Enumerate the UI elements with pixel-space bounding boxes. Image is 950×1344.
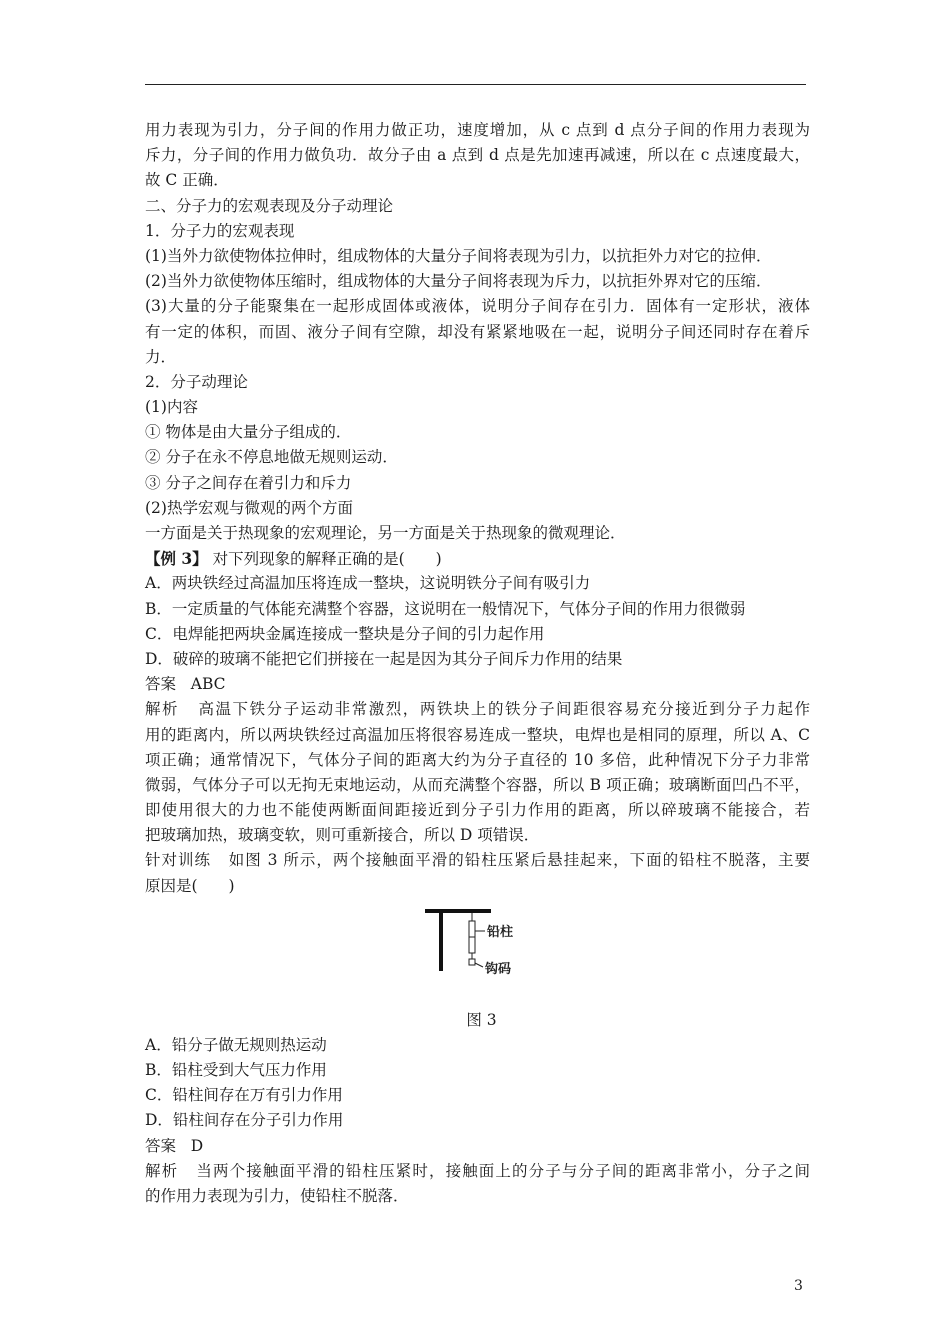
list-item: ① 物体是由大量分子组成的． bbox=[145, 423, 352, 442]
analysis-line: 的作用力表现为引力，使铅柱不脱落． bbox=[145, 1186, 409, 1205]
figure-lead-cylinders bbox=[145, 901, 810, 1007]
label-weight: 钩码 bbox=[485, 961, 512, 977]
training-question: 原因是( ) bbox=[145, 876, 235, 895]
support-beam bbox=[425, 909, 491, 913]
training-question bbox=[145, 848, 810, 873]
paragraph-line: 斥力，分子间的作用力做负功．故分子由 a 点到 d 点是先加速再减速，所以在 c 点速度最大， bbox=[145, 146, 810, 165]
option-a: A．铅分子做无规则热运动 bbox=[145, 1035, 327, 1054]
analysis-text: 当两个接触面平滑的铅柱压紧时，接触面上的分子与分子间的距离非常小，分子之间 bbox=[196, 1161, 810, 1180]
section-heading: 二、分子力的宏观表现及分子动理论 bbox=[145, 196, 394, 215]
list-item: (1)当外力欲使物体拉伸时，组成物体的大量分子间将表现为引力，以抗拒外力对它的拉伸． bbox=[145, 246, 772, 265]
analysis-line: 用的距离内，所以两块铁经过高温加压将很容易连成一整块，电焊也是相同的原理，所以 A、C bbox=[145, 725, 810, 744]
analysis-text: 高温下铁分子运动非常激烈，两铁块上的铁分子间距很容易充分接近到分子力起作 bbox=[198, 700, 810, 719]
figure-caption: 图 3 bbox=[466, 1010, 497, 1029]
example-question bbox=[145, 546, 810, 571]
answer-label: 答案 bbox=[145, 675, 177, 694]
example-tag: 【例 3】 bbox=[145, 549, 208, 569]
list-heading: (2)热学宏观与微观的两个方面 bbox=[145, 498, 353, 517]
lead-cylinder-upper bbox=[469, 921, 475, 937]
list-item: 有一定的体积，而固、液分子间有空隙，却没有紧紧地吸在一起，说明分子间还同时存在着斥 bbox=[145, 322, 810, 341]
list-heading: (1)内容 bbox=[145, 398, 198, 417]
answer-label: 答案 bbox=[145, 1136, 177, 1155]
answer-value: ABC bbox=[190, 675, 226, 694]
option-b: B．一定质量的气体能充满整个容器，这说明在一般情况下，气体分子间的作用力很微弱 bbox=[145, 599, 746, 618]
analysis-label: 解析 bbox=[145, 1161, 179, 1180]
list-item: ③ 分子之间存在着引力和斥力 bbox=[145, 473, 352, 492]
answer-line bbox=[145, 672, 810, 697]
list-item: ② 分子在永不停息地做无规则运动． bbox=[145, 448, 398, 467]
question-text: 对下列现象的解释正确的是( ) bbox=[212, 550, 442, 569]
option-a: A．两块铁经过高温加压将连成一整块，这说明铁分子间有吸引力 bbox=[145, 574, 591, 593]
paragraph-line: 用力表现为引力，分子间的作用力做正功，速度增加，从 c 点到 d 点分子间的作用力表现为 bbox=[145, 121, 810, 139]
label-lead: 铅柱 bbox=[487, 924, 514, 940]
paragraph-line: 一方面是关于热现象的宏观理论，另一方面是关于热现象的微观理论． bbox=[145, 524, 626, 542]
paragraph-line: 故 C 正确． bbox=[145, 171, 229, 190]
training-label: 针对训练 bbox=[145, 851, 211, 870]
answer-line bbox=[145, 1134, 810, 1159]
option-d: D．破碎的玻璃不能把它们拼接在一起是因为其分子间斥力作用的结果 bbox=[145, 649, 623, 668]
lead-cylinder-lower bbox=[469, 937, 475, 953]
subsection-heading: 1．分子力的宏观表现 bbox=[145, 221, 295, 240]
analysis-label: 解析 bbox=[145, 700, 180, 719]
analysis-line: 把玻璃加热，玻璃变软，则可重新接合，所以 D 项错误． bbox=[145, 826, 540, 845]
analysis-line bbox=[145, 1159, 810, 1184]
support-post bbox=[439, 911, 443, 971]
analysis-line: 项正确；通常情况下，气体分子间的距离大约为分子直径的 10 多倍，此种情况下分子力非常 bbox=[145, 750, 810, 769]
analysis-line: 微弱，气体分子可以无拘无束地运动，从而充满整个容器，所以 B 项正确；玻璃断面凹凸不平， bbox=[145, 775, 810, 794]
answer-value: D bbox=[190, 1136, 204, 1155]
training-text: 如图 3 所示，两个接触面平滑的铅柱压紧后悬挂起来，下面的铅柱不脱落，主要 bbox=[228, 851, 810, 870]
hook-weight bbox=[469, 959, 475, 965]
header-rule bbox=[145, 84, 806, 85]
analysis-line bbox=[145, 697, 810, 722]
option-d: D．铅柱间存在分子引力作用 bbox=[145, 1111, 344, 1130]
page-body bbox=[145, 118, 810, 1209]
page-number: 3 bbox=[794, 1278, 803, 1294]
lead-cylinder-diagram bbox=[425, 901, 535, 1005]
option-c: C．铅柱间存在万有引力作用 bbox=[145, 1086, 343, 1105]
label-leader-weight bbox=[475, 963, 483, 967]
option-c: C．电焊能把两块金属连接成一整块是分子间的引力起作用 bbox=[145, 624, 545, 643]
list-item: 力． bbox=[145, 347, 177, 366]
list-item: (2)当外力欲使物体压缩时，组成物体的大量分子间将表现为斥力，以抗拒外界对它的压缩． bbox=[145, 272, 772, 291]
subsection-heading: 2．分子动理论 bbox=[145, 372, 248, 391]
option-b: B．铅柱受到大气压力作用 bbox=[145, 1061, 327, 1079]
analysis-line: 即使用很大的力也不能使两断面间距接近到分子引力作用的距离，所以碎玻璃不能接合，若 bbox=[145, 801, 810, 820]
list-item: (3)大量的分子能聚集在一起形成固体或液体，说明分子间存在引力．固体有一定形状，液体 bbox=[145, 297, 810, 316]
